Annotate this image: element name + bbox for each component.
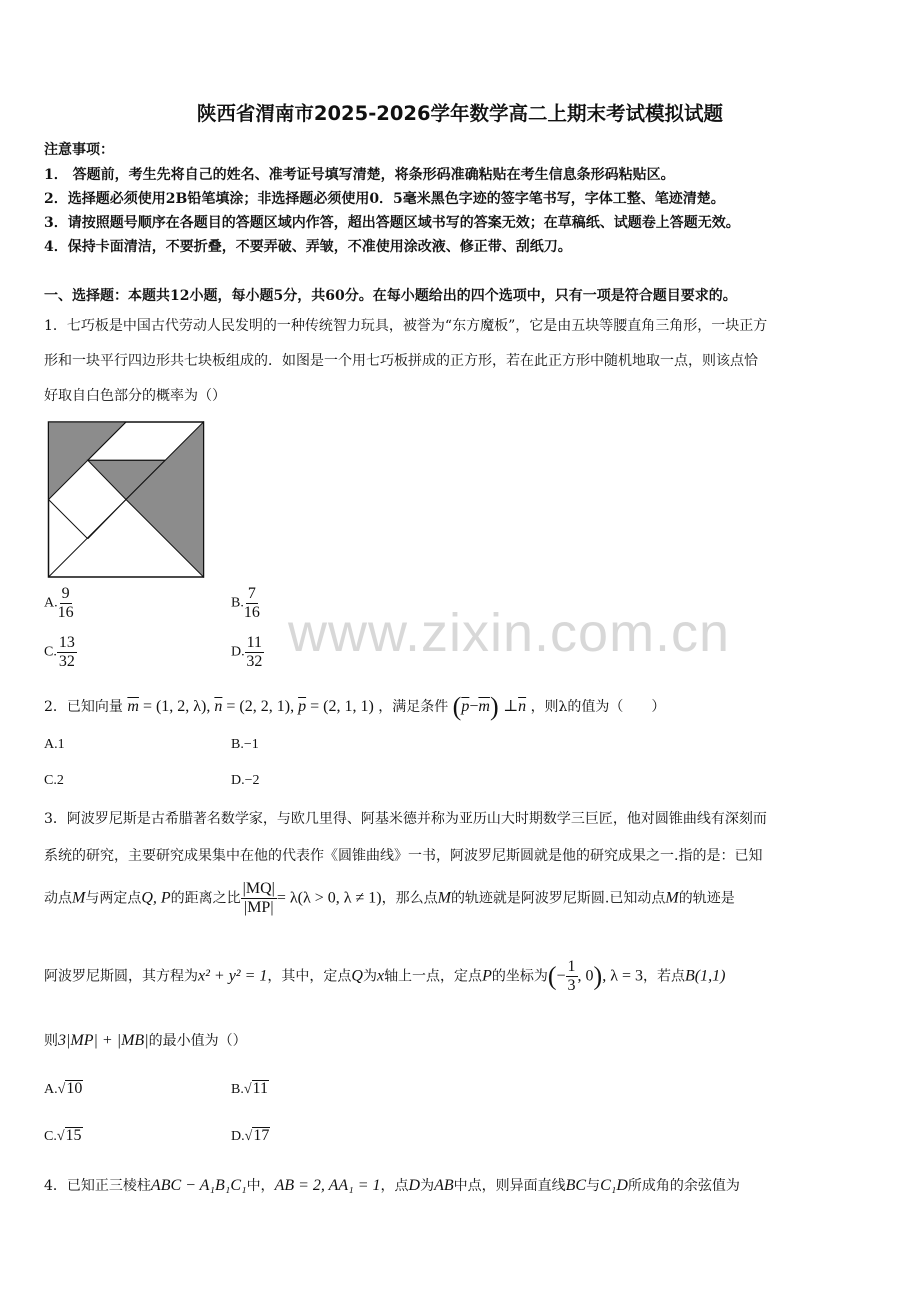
q3-text: 动点M与两定点Q, P的距离之比 $\frac{|MQ|}{|MP|}$ = λ(λ > 0, λ ≠ 1)，那么点M的轨迹就是阿波罗尼斯圆.已知动点M的轨迹是 [44, 880, 735, 916]
tangram-figure [47, 421, 205, 578]
q1-text: 好取自白色部分的概率为（） [44, 388, 226, 404]
section-heading: 一、选择题：本题共12小题，每小题5分，共60分。在每小题给出的四个选项中，只有一项是符合题目要求的。 [44, 288, 737, 304]
q2-option-c: C.2 [44, 773, 64, 788]
q2-text: 2．已知向量 $\overline{m} = (1$, 2, λ), $\overline{n} = (2$, 2, 1), $\overline{p} = (2$, 1, 1) ，满足条件 $(\overline{p}-\overline{m})$ $\perp\overline{n}$ ，则λ的值为（ ） [44, 692, 666, 721]
q2-option-a: A.1 [44, 737, 65, 752]
q2-option-b: B.−1 [231, 737, 259, 752]
q4-text: 4．已知正三棱柱ABC − A₁B₁C₁中，AB = 2, AA₁ = 1，点D为AB中点，则异面直线BC与C₁D所成角的余弦值为 [44, 1177, 740, 1194]
q1-option-d: D. $\frac{11}{32}$ [231, 634, 263, 670]
watermark: www.zixin.com.cn [288, 603, 731, 663]
notes-heading: 注意事项： [44, 142, 114, 158]
q3-text: 系统的研究，主要研究成果集中在他的代表作《圆锥曲线》一书，阿波罗尼斯圆就是他的研究成果之一.指的是：已知 [44, 848, 763, 864]
q1-option-a: A. $\frac{9}{16}$ [44, 585, 74, 621]
q3-text: 阿波罗尼斯圆，其方程为x² + y² = 1，其中，定点Q为x轴上一点，定点P的坐标为(− $\frac{1}{3}$ , 0), λ = 3，若点B(1,1) [44, 958, 726, 994]
q3-option-d: D.√17 [231, 1127, 270, 1144]
q3-option-a: A.√10 [44, 1080, 83, 1097]
q1-option-c: C. $\frac{13}{32}$ [44, 634, 75, 670]
q1-text: 1．七巧板是中国古代劳动人民发明的一种传统智力玩具，被誉为“东方魔板”，它是由五块等腰直角三角形，一块正方 [44, 318, 768, 334]
q3-text: 则3|MP| + |MB|的最小值为（） [44, 1032, 247, 1049]
q1-option-b: B. $\frac{7}{16}$ [231, 585, 260, 621]
note-item: 3．请按照题号顺序在各题目的答题区域内作答，超出答题区域书写的答案无效；在草稿纸、试题卷上答题无效。 [44, 215, 740, 231]
q1-text: 形和一块平行四边形共七块板组成的．如图是一个用七巧板拼成的正方形，若在此正方形中随机地取一点，则该点恰 [44, 353, 758, 369]
q3-option-b: B.√11 [231, 1080, 268, 1097]
page-title: 陕西省渭南市2025-2026学年数学高二上期末考试模拟试题 [196, 102, 724, 125]
note-item: 4．保持卡面清洁，不要折叠，不要弄破、弄皱，不准使用涂改液、修正带、刮纸刀。 [44, 239, 572, 255]
q3-text: 3．阿波罗尼斯是古希腊著名数学家，与欧几里得、阿基米德并称为亚历山大时期数学三巨匠，他对圆锥曲线有深刻而 [44, 811, 767, 827]
note-item: 2．选择题必须使用2B铅笔填涂；非选择题必须使用0．5毫米黑色字迹的签字笔书写，字体工整、笔迹清楚。 [44, 191, 725, 207]
q2-option-d: D.−2 [231, 773, 260, 788]
q3-option-c: C.√15 [44, 1127, 82, 1144]
note-item: 1． 答题前，考生先将自己的姓名、准考证号填写清楚，将条形码准确粘贴在考生信息条形码粘贴区。 [44, 167, 675, 183]
